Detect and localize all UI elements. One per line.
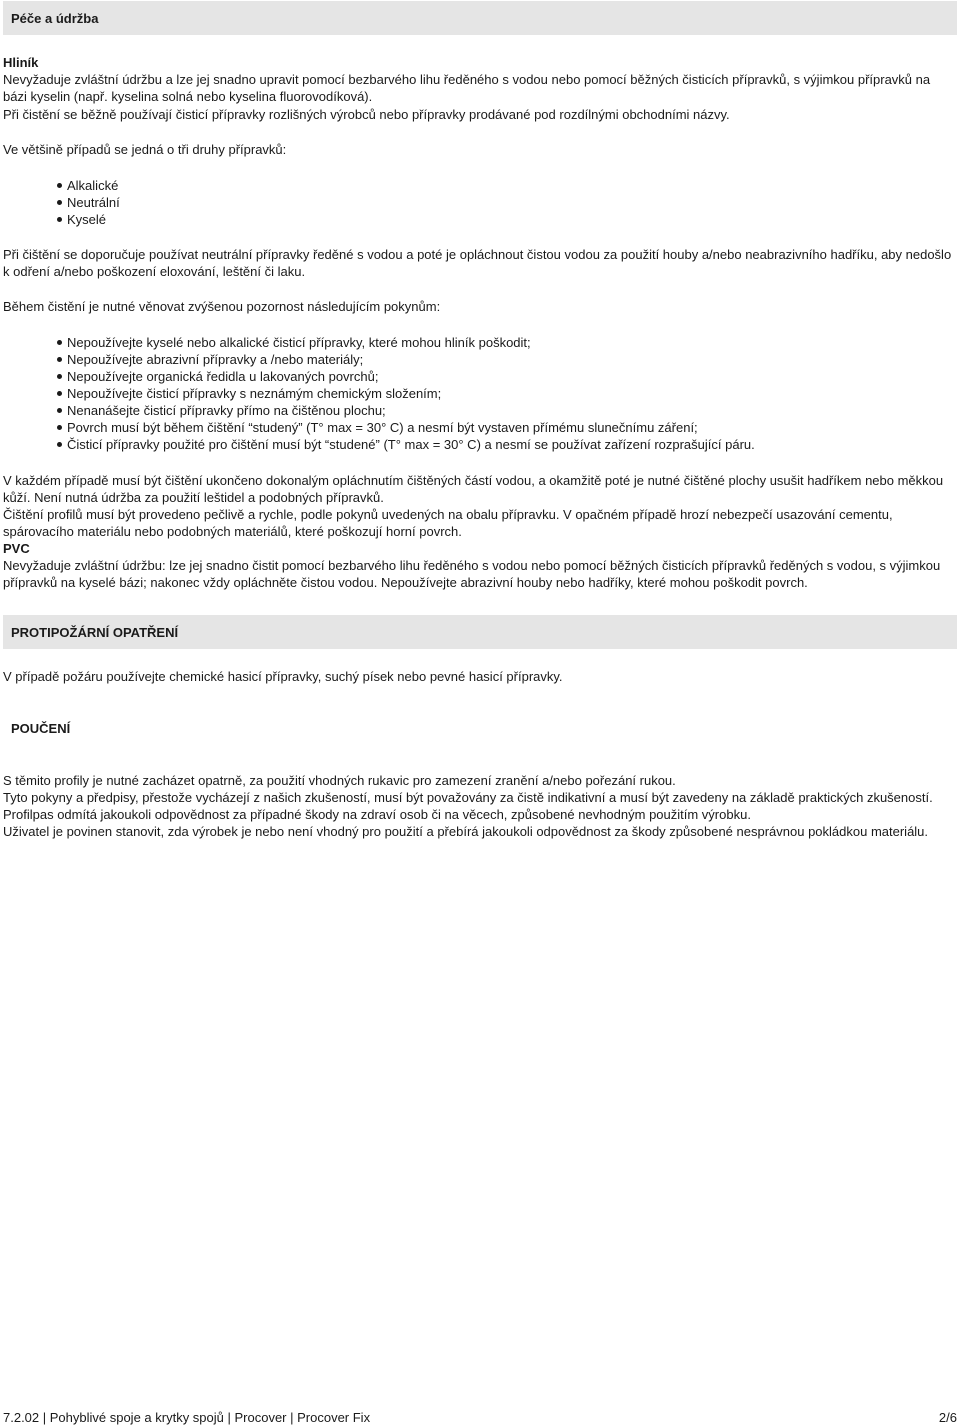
paragraph: Ve většině případů se jedná o tři druhy přípravků: <box>3 142 287 157</box>
list-item: Nenanášejte čisticí přípravky přímo na čištěnou plochu; <box>67 402 957 419</box>
paragraph: Nevyžaduje zvláštní údržbu: lze jej snadno čistit pomocí bezbarvého lihu ředěného s vodou nebo pomocí běžných čisticích přípravků ředěných s vodou, s výjimkou přípravků na kyselé bázi; nakonec vždy opláchněte čistou vodou. Nepoužívejte abrazivní houby nebo hadříky, které mohou poškodit povrch. <box>3 558 941 590</box>
paragraph: Profilpas odmítá jakoukoli odpovědnost za případné škody na zdraví osob či na věcech, způsobené nevhodným použitím výrobku. <box>3 807 751 822</box>
paragraph: Při čištění se doporučuje používat neutrální přípravky ředěné s vodou a poté je opláchnout čistou vodou za použití houby a/nebo neabrazivního hadříku, aby nedošlo k odření a/nebo poškození eloxování, leštění či laku. <box>3 247 952 279</box>
section-title: Péče a údržba <box>11 10 99 26</box>
paragraph: Při čistění se běžně používají čisticí přípravky rozlišných výrobců nebo přípravky prodávané pod rozdílnými obchodními názvy. <box>3 107 730 122</box>
page-number: 2/6 <box>938 1410 957 1425</box>
paragraph: Nevyžaduje zvláštní údržbu a lze jej snadno upravit pomocí bezbarvého lihu ředěného s vodou nebo pomocí běžných čisticích přípravků, s výjimkou přípravků na bázi kyselin (např. kyselina solná nebo kyselina fluorovodíková). <box>3 72 931 104</box>
notice-block <box>3 772 957 840</box>
document-body <box>3 0 957 840</box>
list-item: Alkalické <box>67 177 957 194</box>
subheading-aluminium: Hliník <box>3 55 39 70</box>
page-footer <box>3 1409 957 1426</box>
cleaner-types-list <box>3 177 957 228</box>
section-header-notice <box>3 720 957 737</box>
section-header-care <box>3 1 957 35</box>
list-item: Nepoužívejte abrazivní přípravky a /nebo materiály; <box>67 351 957 368</box>
list-item: Nepoužívejte kyselé nebo alkalické čisticí přípravky, které mohou hliník poškodit; <box>67 334 957 351</box>
list-item: Neutrální <box>67 194 957 211</box>
section-title: PROTIPOŽÁRNÍ OPATŘENÍ <box>11 624 179 640</box>
list-item: Kyselé <box>67 211 957 228</box>
subheading-pvc: PVC <box>3 541 30 556</box>
section-header-fire <box>3 615 957 649</box>
list-item: Povrch musí být během čištění “studený” (T° max = 30° C) a nesmí být vystaven přímému slunečnímu záření; <box>67 419 957 436</box>
paragraph: S těmito profily je nutné zacházet opatrně, za použití vhodných rukavic pro zamezení zranění a/nebo pořezání rukou. <box>3 773 676 788</box>
list-item: Nepoužívejte organická ředidla u lakovaných povrchů; <box>67 368 957 385</box>
paragraph: Čištění profilů musí být provedeno pečlivě a rychle, podle pokynů uvedených na obalu přípravku. V opačném případě hrozí nebezpečí usazování cementu, spárovacího materiálu nebo podobných materiálů, které poškozují horní povrch. <box>3 507 893 539</box>
cleaning-rules-list <box>3 334 957 453</box>
footer-document-reference: 7.2.02 | Pohyblivé spoje a krytky spojů | Procover | Procover Fix <box>3 1410 371 1425</box>
paragraph: V případě požáru používejte chemické hasicí přípravky, suchý písek nebo pevné hasicí přípravky. <box>3 669 563 684</box>
list-item: Čisticí přípravky použité pro čištění musí být “studené” (T° max = 30° C) a nesmí se používat zařízení rozprašující páru. <box>67 436 957 453</box>
section-title: POUČENÍ <box>11 721 71 736</box>
paragraph: V každém případě musí být čištění ukončeno dokonalým opláchnutím čištěných částí vodou, a okamžitě poté je nutné čištěné plochy usušit hadříkem nebo měkkou kůží. Není nutná údržba za použití leštidel a podobných přípravků. <box>3 473 944 505</box>
paragraph: Během čistění je nutné věnovat zvýšenou pozornost následujícím pokynům: <box>3 299 441 314</box>
list-item: Nepoužívejte čisticí přípravky s neznámým chemickým složením; <box>67 385 957 402</box>
paragraph: Tyto pokyny a předpisy, přestože vycházejí z našich zkušeností, musí být považovány za čistě indikativní a musí být zavedeny na základě praktických zkušeností. <box>3 790 933 805</box>
paragraph: Uživatel je povinen stanovit, zda výrobek je nebo není vhodný pro použití a přebírá jakoukoli odpovědnost za škody způsobené nesprávnou pokládkou materiálu. <box>3 824 929 839</box>
